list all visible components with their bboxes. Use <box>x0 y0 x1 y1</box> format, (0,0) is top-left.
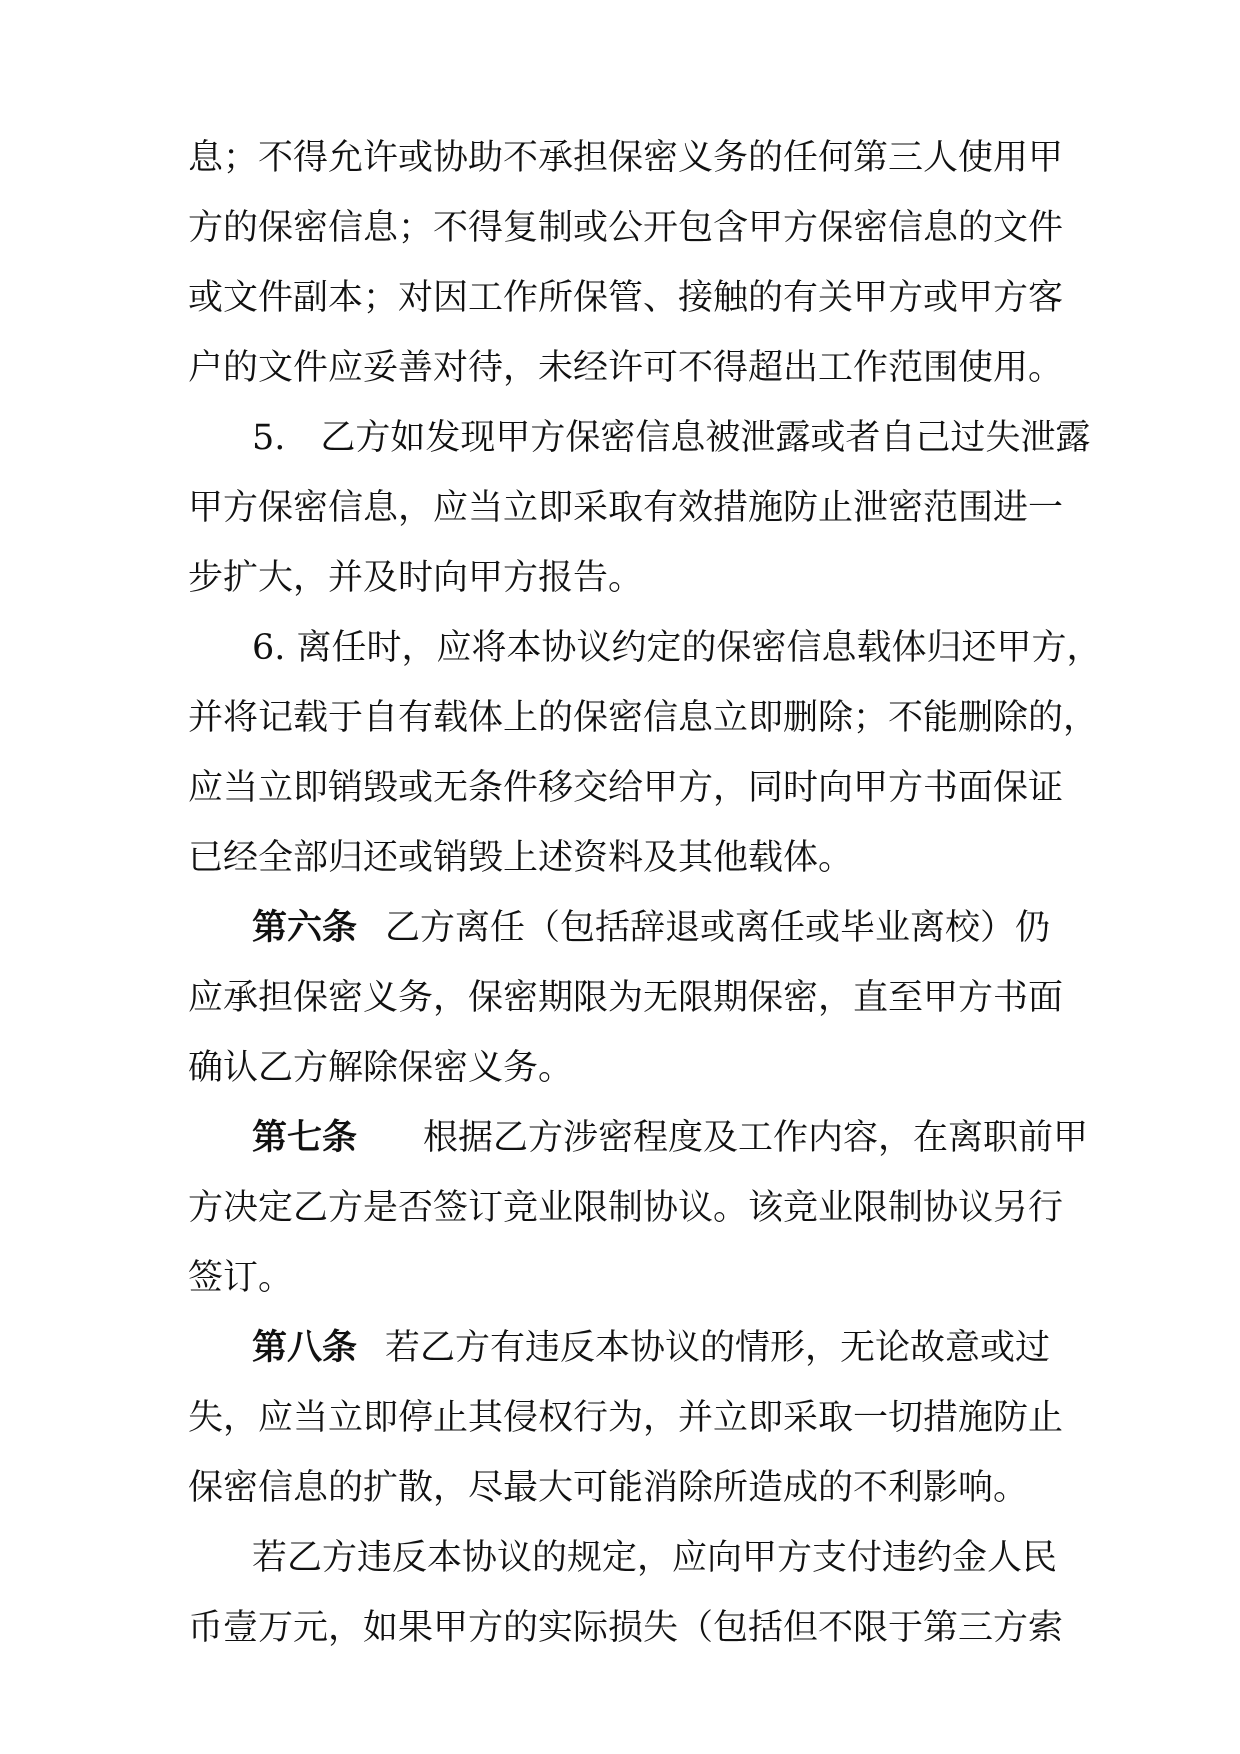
text-line: 并将记载于自有载体上的保密信息立即删除；不能删除的， <box>188 698 1099 738</box>
article-six-line <box>252 906 1050 950</box>
article-heading: 第七条 <box>252 1117 358 1158</box>
text-line: 若乙方违反本协议的规定，应向甲方支付违约金人民 <box>252 1538 1058 1578</box>
text-line: 已经全部归还或销毁上述资料及其他载体。 <box>188 838 854 878</box>
text-line: 甲方保密信息，应当立即采取有效措施防止泄密范围进一 <box>188 488 1064 528</box>
text-span: 乙方离任（包括辞退或离任或毕业离校）仍 <box>385 908 1051 948</box>
text-line: 息；不得允许或协助不承担保密义务的任何第三人使用甲 <box>188 138 1064 178</box>
text-line: 应当立即销毁或无条件移交给甲方，同时向甲方书面保证 <box>188 768 1064 808</box>
text-line: 应承担保密义务，保密期限为无限期保密，直至甲方书面 <box>188 978 1064 1018</box>
text-span: 若乙方有违反本协议的情形，无论故意或过 <box>385 1328 1051 1368</box>
article-heading: 第八条 <box>252 1327 358 1368</box>
article-heading: 第六条 <box>252 907 358 948</box>
article-seven-line <box>252 1116 1088 1160</box>
text-line: 确认乙方解除保密义务。 <box>188 1048 574 1088</box>
text-line: 步扩大，并及时向甲方报告。 <box>188 558 644 598</box>
text-line: 户的文件应妥善对待，未经许可不得超出工作范围使用。 <box>188 348 1064 388</box>
text-line: 币壹万元，如果甲方的实际损失（包括但不限于第三方索 <box>188 1608 1064 1648</box>
text-line: 或文件副本；对因工作所保管、接触的有关甲方或甲方客 <box>188 278 1064 318</box>
text-line: 签订。 <box>188 1258 294 1298</box>
text-line: 方决定乙方是否签订竞业限制协议。该竞业限制协议另行 <box>188 1188 1064 1228</box>
text-line: 保密信息的扩散，尽最大可能消除所造成的不利影响。 <box>188 1468 1029 1508</box>
text-line: 6. 离任时，应将本协议约定的保密信息载体归还甲方， <box>252 628 1102 668</box>
text-line: 5. 乙方如发现甲方保密信息被泄露或者自己过失泄露 <box>252 418 1091 458</box>
article-eight-line <box>252 1326 1050 1370</box>
text-line: 方的保密信息；不得复制或公开包含甲方保密信息的文件 <box>188 208 1064 248</box>
text-line: 失，应当立即停止其侵权行为，并立即采取一切措施防止 <box>188 1398 1064 1438</box>
text-span: 根据乙方涉密程度及工作内容，在离职前甲 <box>423 1118 1089 1158</box>
